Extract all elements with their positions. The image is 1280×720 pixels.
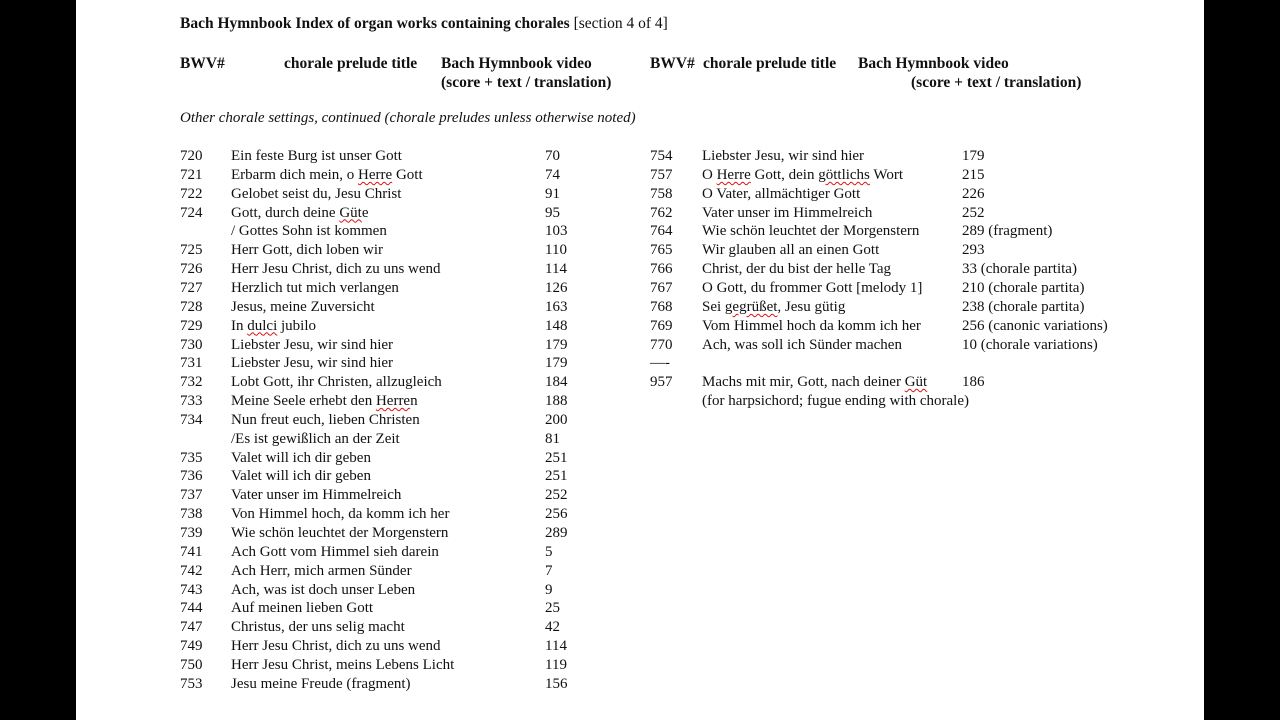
chorale-title: Erbarm dich mein, o Herre Gott: [231, 166, 423, 183]
chorale-title: Jesus, meine Zuversicht: [231, 298, 375, 315]
video-number: 289: [545, 525, 568, 541]
video-number: 293: [962, 242, 985, 259]
video-number: 42: [545, 619, 560, 636]
chorale-title: Ach, was soll ich Sünder machen: [702, 336, 902, 353]
bwv-number: 733: [180, 393, 203, 410]
chorale-title: Liebster Jesu, wir sind hier: [702, 148, 865, 164]
chorale-title: Vater unser im Himmelreich: [231, 487, 402, 504]
chorale-title: Lobt Gott, ihr Christen, allzugleich: [231, 374, 442, 391]
video-number: 95: [545, 204, 560, 221]
left-header-video: [441, 54, 611, 92]
left-header-video-line2: (score + text / translation): [441, 74, 612, 91]
chorale-title: Herr Jesu Christ, meins Lebens Licht: [231, 656, 455, 673]
video-number: 215: [962, 166, 985, 183]
document-page: [76, 0, 1204, 720]
page-title: [180, 15, 668, 33]
title-bold: Bach Hymnbook Index of organ works containing chorales: [180, 15, 570, 32]
chorale-title: Herr Jesu Christ, dich zu uns wend: [231, 261, 441, 278]
chorale-title: In dulci jubilo: [231, 317, 317, 334]
chorale-title: Ach Herr, mich armen Sünder: [231, 562, 412, 579]
chorale-title: Valet will ich dir geben: [231, 468, 371, 485]
chorale-title: Meine Seele erhebt den Herren: [231, 393, 418, 410]
bwv-number: 769: [650, 317, 673, 334]
video-number: 33 (chorale partita): [962, 261, 1077, 278]
bwv-number: 754: [650, 148, 673, 164]
video-number: 74: [545, 166, 560, 183]
chorale-title: Nun freut euch, lieben Christen: [231, 411, 420, 428]
video-number: 81: [545, 430, 560, 447]
video-number: 252: [962, 204, 985, 221]
bwv-number: 743: [180, 581, 203, 598]
video-number: 238 (chorale partita): [962, 298, 1085, 315]
bwv-number: 770: [650, 336, 673, 353]
bwv-number: 750: [180, 656, 203, 673]
video-number: 251: [545, 449, 568, 466]
right-header-video-line2: (score + text / translation): [911, 74, 1082, 91]
chorale-title: Sei gegrüßet, Jesu gütig: [702, 298, 846, 315]
bwv-number: 757: [650, 166, 673, 183]
bwv-number: 758: [650, 185, 673, 202]
bwv-number: 726: [180, 261, 203, 278]
video-number: 148: [545, 317, 568, 334]
video-number: 156: [545, 675, 568, 692]
bwv-number: —-: [650, 355, 670, 372]
video-number: 210 (chorale partita): [962, 279, 1085, 296]
video-number: 103: [545, 223, 568, 240]
bwv-number: 732: [180, 374, 203, 391]
video-number: 188: [545, 393, 568, 410]
chorale-title: Gelobet seist du, Jesu Christ: [231, 185, 402, 202]
chorale-title: Ein feste Burg ist unser Gott: [231, 148, 402, 164]
chorale-title: Wie schön leuchtet der Morgenstern: [702, 223, 920, 240]
video-number: 251: [545, 468, 568, 485]
chorale-title: Vater unser im Himmelreich: [702, 204, 873, 221]
chorale-title: Liebster Jesu, wir sind hier: [231, 355, 394, 372]
bwv-number: 725: [180, 242, 203, 259]
chorale-title: Christus, der uns selig macht: [231, 619, 405, 636]
chorale-title: Machs mit mir, Gott, nach deiner Güt: [702, 374, 928, 391]
video-number: 5: [545, 543, 553, 560]
bwv-number: 729: [180, 317, 203, 334]
chorale-title: Gott, durch deine Güte: [231, 204, 369, 221]
chorale-title: Wir glauben all an einen Gott: [702, 242, 880, 259]
video-number: 289 (fragment): [962, 223, 1053, 240]
bwv-number: 741: [180, 543, 203, 560]
video-number: 179: [545, 355, 568, 372]
bwv-number: 742: [180, 562, 203, 579]
chorale-title: (for harpsichord; fugue ending with chorale): [702, 393, 969, 410]
bwv-number: 764: [650, 223, 673, 240]
chorale-title: /Es ist gewißlich an der Zeit: [231, 430, 400, 447]
bwv-number: 738: [180, 506, 203, 523]
video-number: 252: [545, 487, 568, 504]
bwv-number: 749: [180, 638, 203, 655]
bwv-number: 753: [180, 675, 203, 692]
right-header-bwv: BWV#: [650, 55, 695, 72]
video-number: 91: [545, 185, 560, 202]
video-number: 7: [545, 562, 553, 579]
video-number: 256 (canonic variations): [962, 317, 1108, 334]
video-number: 10 (chorale variations): [962, 336, 1098, 353]
bwv-number: 730: [180, 336, 203, 353]
bwv-number: 739: [180, 525, 203, 541]
chorale-title: Valet will ich dir geben: [231, 449, 371, 466]
video-number: 256: [545, 506, 568, 523]
chorale-title: Ach, was ist doch unser Leben: [231, 581, 416, 598]
video-number: 9: [545, 581, 553, 598]
right-header-video-line1: Bach Hymnbook video: [858, 55, 1009, 72]
chorale-title: O Vater, allmächtiger Gott: [702, 185, 861, 202]
video-number: 179: [962, 148, 985, 164]
chorale-title: Ach Gott vom Himmel sieh darein: [231, 543, 439, 560]
chorale-title: / Gottes Sohn ist kommen: [231, 223, 387, 240]
bwv-number: 724: [180, 204, 203, 221]
video-number: 184: [545, 374, 568, 391]
bwv-number: 768: [650, 298, 673, 315]
chorale-title: O Gott, du frommer Gott [melody 1]: [702, 279, 923, 296]
video-number: 226: [962, 185, 985, 202]
bwv-number: 957: [650, 374, 673, 391]
title-section: [section 4 of 4]: [569, 15, 668, 32]
bwv-number: 747: [180, 619, 203, 636]
chorale-title: Vom Himmel hoch da komm ich her: [702, 317, 921, 334]
bwv-number: 762: [650, 204, 673, 221]
bwv-number: 766: [650, 261, 673, 278]
chorale-title: Jesu meine Freude (fragment): [231, 675, 411, 692]
bwv-number: 727: [180, 279, 203, 296]
video-number: 179: [545, 336, 568, 353]
bwv-number: 765: [650, 242, 673, 259]
chorale-title: Wie schön leuchtet der Morgenstern: [231, 525, 449, 541]
video-number: 186: [962, 374, 985, 391]
video-number: 110: [545, 242, 567, 259]
bwv-number: 722: [180, 185, 203, 202]
video-number: 126: [545, 279, 568, 296]
right-header-chorale: chorale prelude title: [703, 55, 837, 72]
bwv-number: 736: [180, 468, 203, 485]
bwv-number: 720: [180, 148, 203, 164]
left-header-video-line1: Bach Hymnbook video: [441, 55, 592, 72]
chorale-title: Auf meinen lieben Gott: [231, 600, 374, 617]
chorale-title: Christ, der du bist der helle Tag: [702, 261, 892, 278]
chorale-title: Herr Jesu Christ, dich zu uns wend: [231, 638, 441, 655]
chorale-title: Von Himmel hoch, da komm ich her: [231, 506, 450, 523]
bwv-number: 721: [180, 166, 203, 183]
section-subtitle: Other chorale settings, continued (chorale preludes unless otherwise noted): [180, 110, 636, 126]
video-number: 163: [545, 298, 568, 315]
bwv-number: 737: [180, 487, 203, 504]
bwv-number: 728: [180, 298, 203, 315]
chorale-title: O Herre Gott, dein göttlichs Wort: [702, 166, 904, 183]
chorale-title: Herzlich tut mich verlangen: [231, 279, 399, 296]
bwv-number: 744: [180, 600, 203, 617]
video-number: 200: [545, 411, 568, 428]
video-number: 114: [545, 261, 567, 278]
left-header-chorale: chorale prelude title: [284, 55, 418, 72]
video-number: 114: [545, 638, 567, 655]
video-number: 25: [545, 600, 560, 617]
chorale-title: Liebster Jesu, wir sind hier: [231, 336, 394, 353]
bwv-number: 735: [180, 449, 203, 466]
video-number: 70: [545, 148, 560, 164]
bwv-number: 731: [180, 355, 203, 372]
bwv-number: 767: [650, 279, 673, 296]
left-header-bwv: BWV#: [180, 55, 225, 72]
chorale-title: Herr Gott, dich loben wir: [231, 242, 384, 259]
video-number: 119: [545, 656, 567, 673]
bwv-number: 734: [180, 411, 203, 428]
